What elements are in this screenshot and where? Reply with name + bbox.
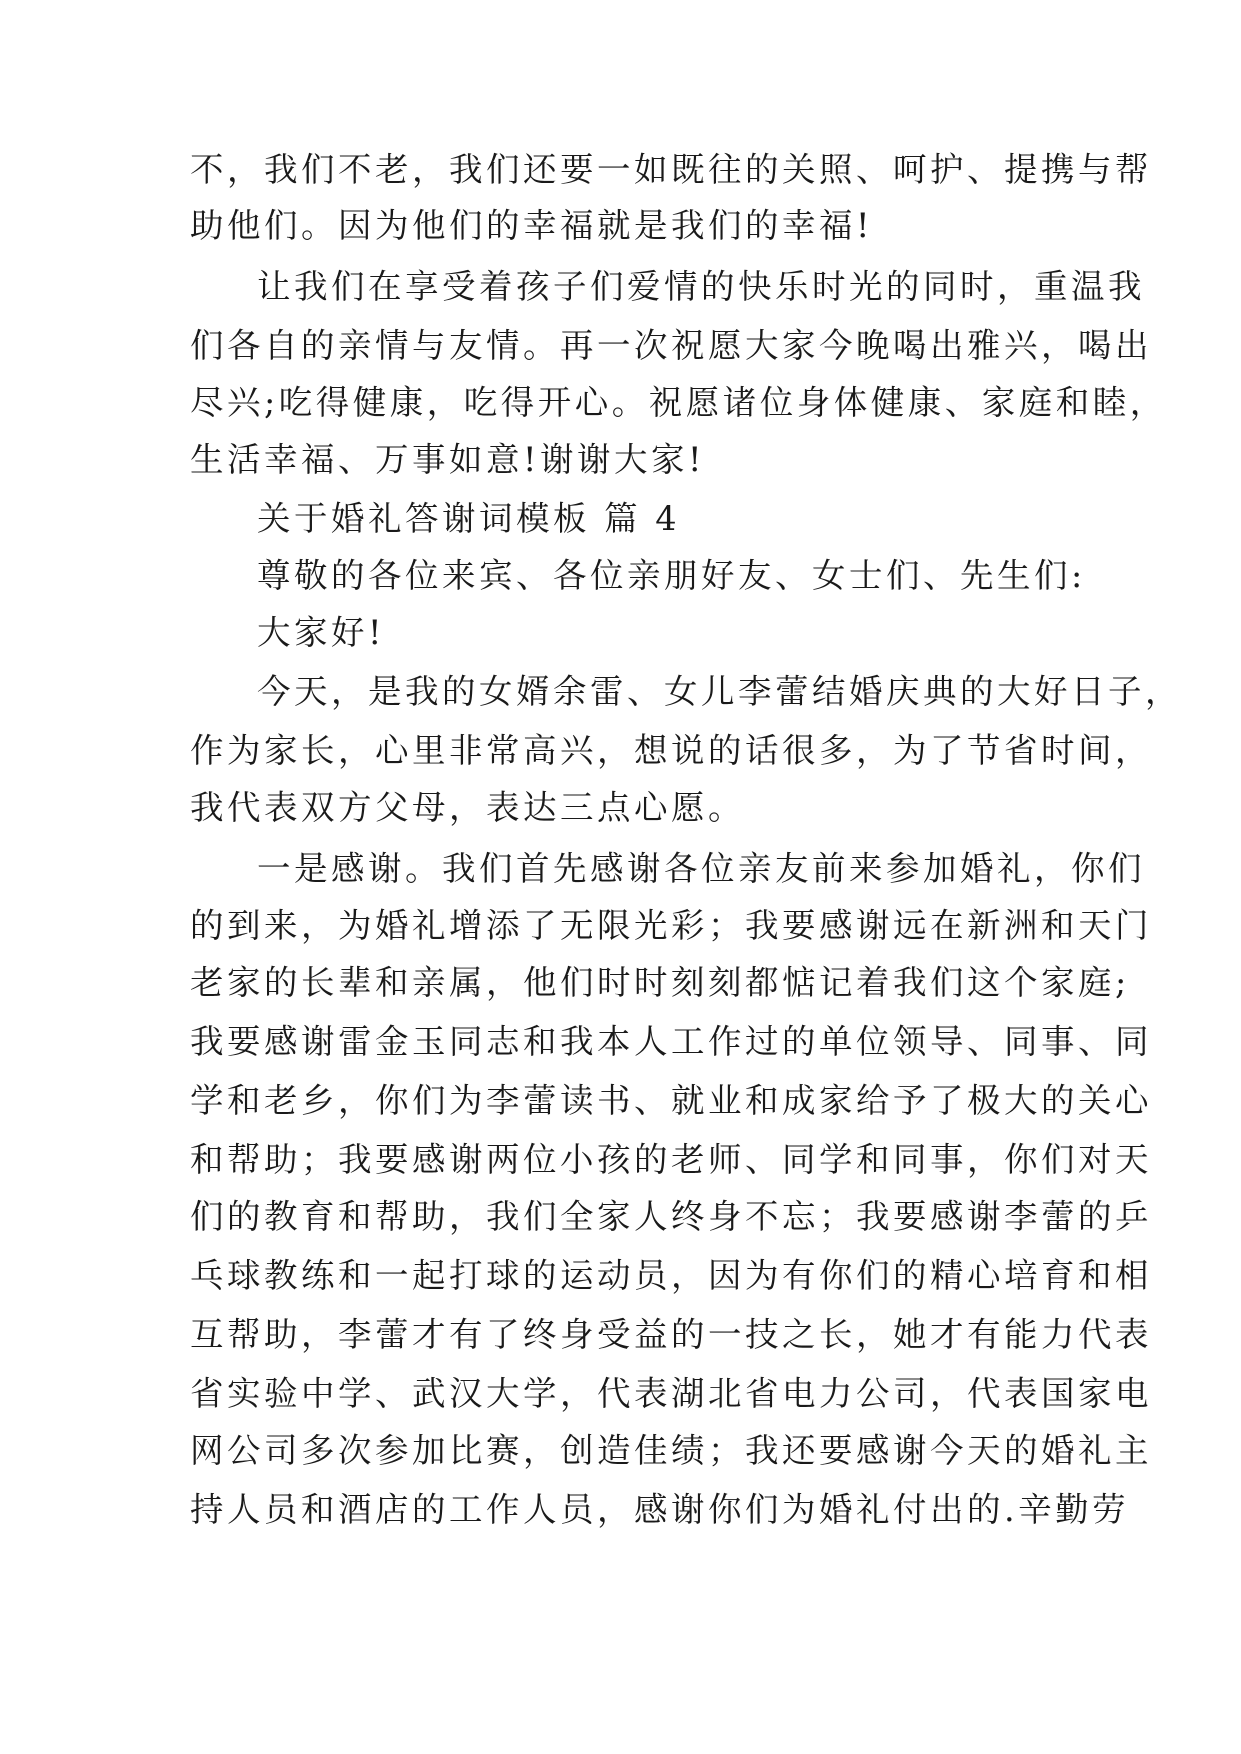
paragraph-line: 的到来，为婚礼增添了无限光彩；我要感谢远在新洲和天门 <box>190 906 1152 945</box>
paragraph-line: 助他们。因为他们的幸福就是我们的幸福! <box>190 206 873 245</box>
salutation-line: 尊敬的各位来宾、各位亲朋好友、女士们、先生们: <box>257 556 1086 595</box>
paragraph-line: 一是感谢。我们首先感谢各位亲友前来参加婚礼，你们 <box>257 849 1145 888</box>
paragraph-line: 持人员和酒店的工作人员，感谢你们为婚礼付出的.辛勤劳 <box>190 1490 1130 1529</box>
paragraph-line: 作为家长，心里非常高兴，想说的话很多，为了节省时间， <box>190 731 1152 770</box>
paragraph-line: 我代表双方父母，表达三点心愿。 <box>190 788 745 827</box>
paragraph-line: 老家的长辈和亲属，他们时时刻刻都惦记着我们这个家庭; <box>190 963 1130 1002</box>
paragraph-line: 们各自的亲情与友情。再一次祝愿大家今晚喝出雅兴，喝出 <box>190 326 1152 365</box>
paragraph-line: 乓球教练和一起打球的运动员，因为有你们的精心培育和相 <box>190 1256 1152 1295</box>
section-heading: 关于婚礼答谢词模板 篇 4 <box>257 499 681 538</box>
paragraph-line: 今天，是我的女婿余雷、女儿李蕾结婚庆典的大好日子， <box>257 672 1182 711</box>
paragraph-line: 学和老乡，你们为李蕾读书、就业和成家给予了极大的关心 <box>190 1081 1152 1120</box>
paragraph-line: 互帮助，李蕾才有了终身受益的一技之长，她才有能力代表 <box>190 1315 1152 1354</box>
paragraph-line: 网公司多次参加比赛，创造佳绩；我还要感谢今天的婚礼主 <box>190 1431 1152 1470</box>
paragraph-line: 们的教育和帮助，我们全家人终身不忘；我要感谢李蕾的乒 <box>190 1197 1152 1236</box>
paragraph-line: 生活幸福、万事如意!谢谢大家! <box>190 440 705 479</box>
paragraph-line: 不，我们不老，我们还要一如既往的关照、呵护、提携与帮 <box>190 150 1152 189</box>
paragraph-line: 让我们在享受着孩子们爱情的快乐时光的同时，重温我 <box>257 267 1145 306</box>
greeting-line: 大家好! <box>257 613 385 652</box>
paragraph-line: 和帮助；我要感谢两位小孩的老师、同学和同事，你们对天 <box>190 1140 1152 1179</box>
paragraph-line: 尽兴;吃得健康，吃得开心。祝愿诸位身体健康、家庭和睦， <box>190 383 1167 422</box>
paragraph-line: 省实验中学、武汉大学，代表湖北省电力公司，代表国家电 <box>190 1374 1152 1413</box>
paragraph-line: 我要感谢雷金玉同志和我本人工作过的单位领导、同事、同 <box>190 1022 1152 1061</box>
